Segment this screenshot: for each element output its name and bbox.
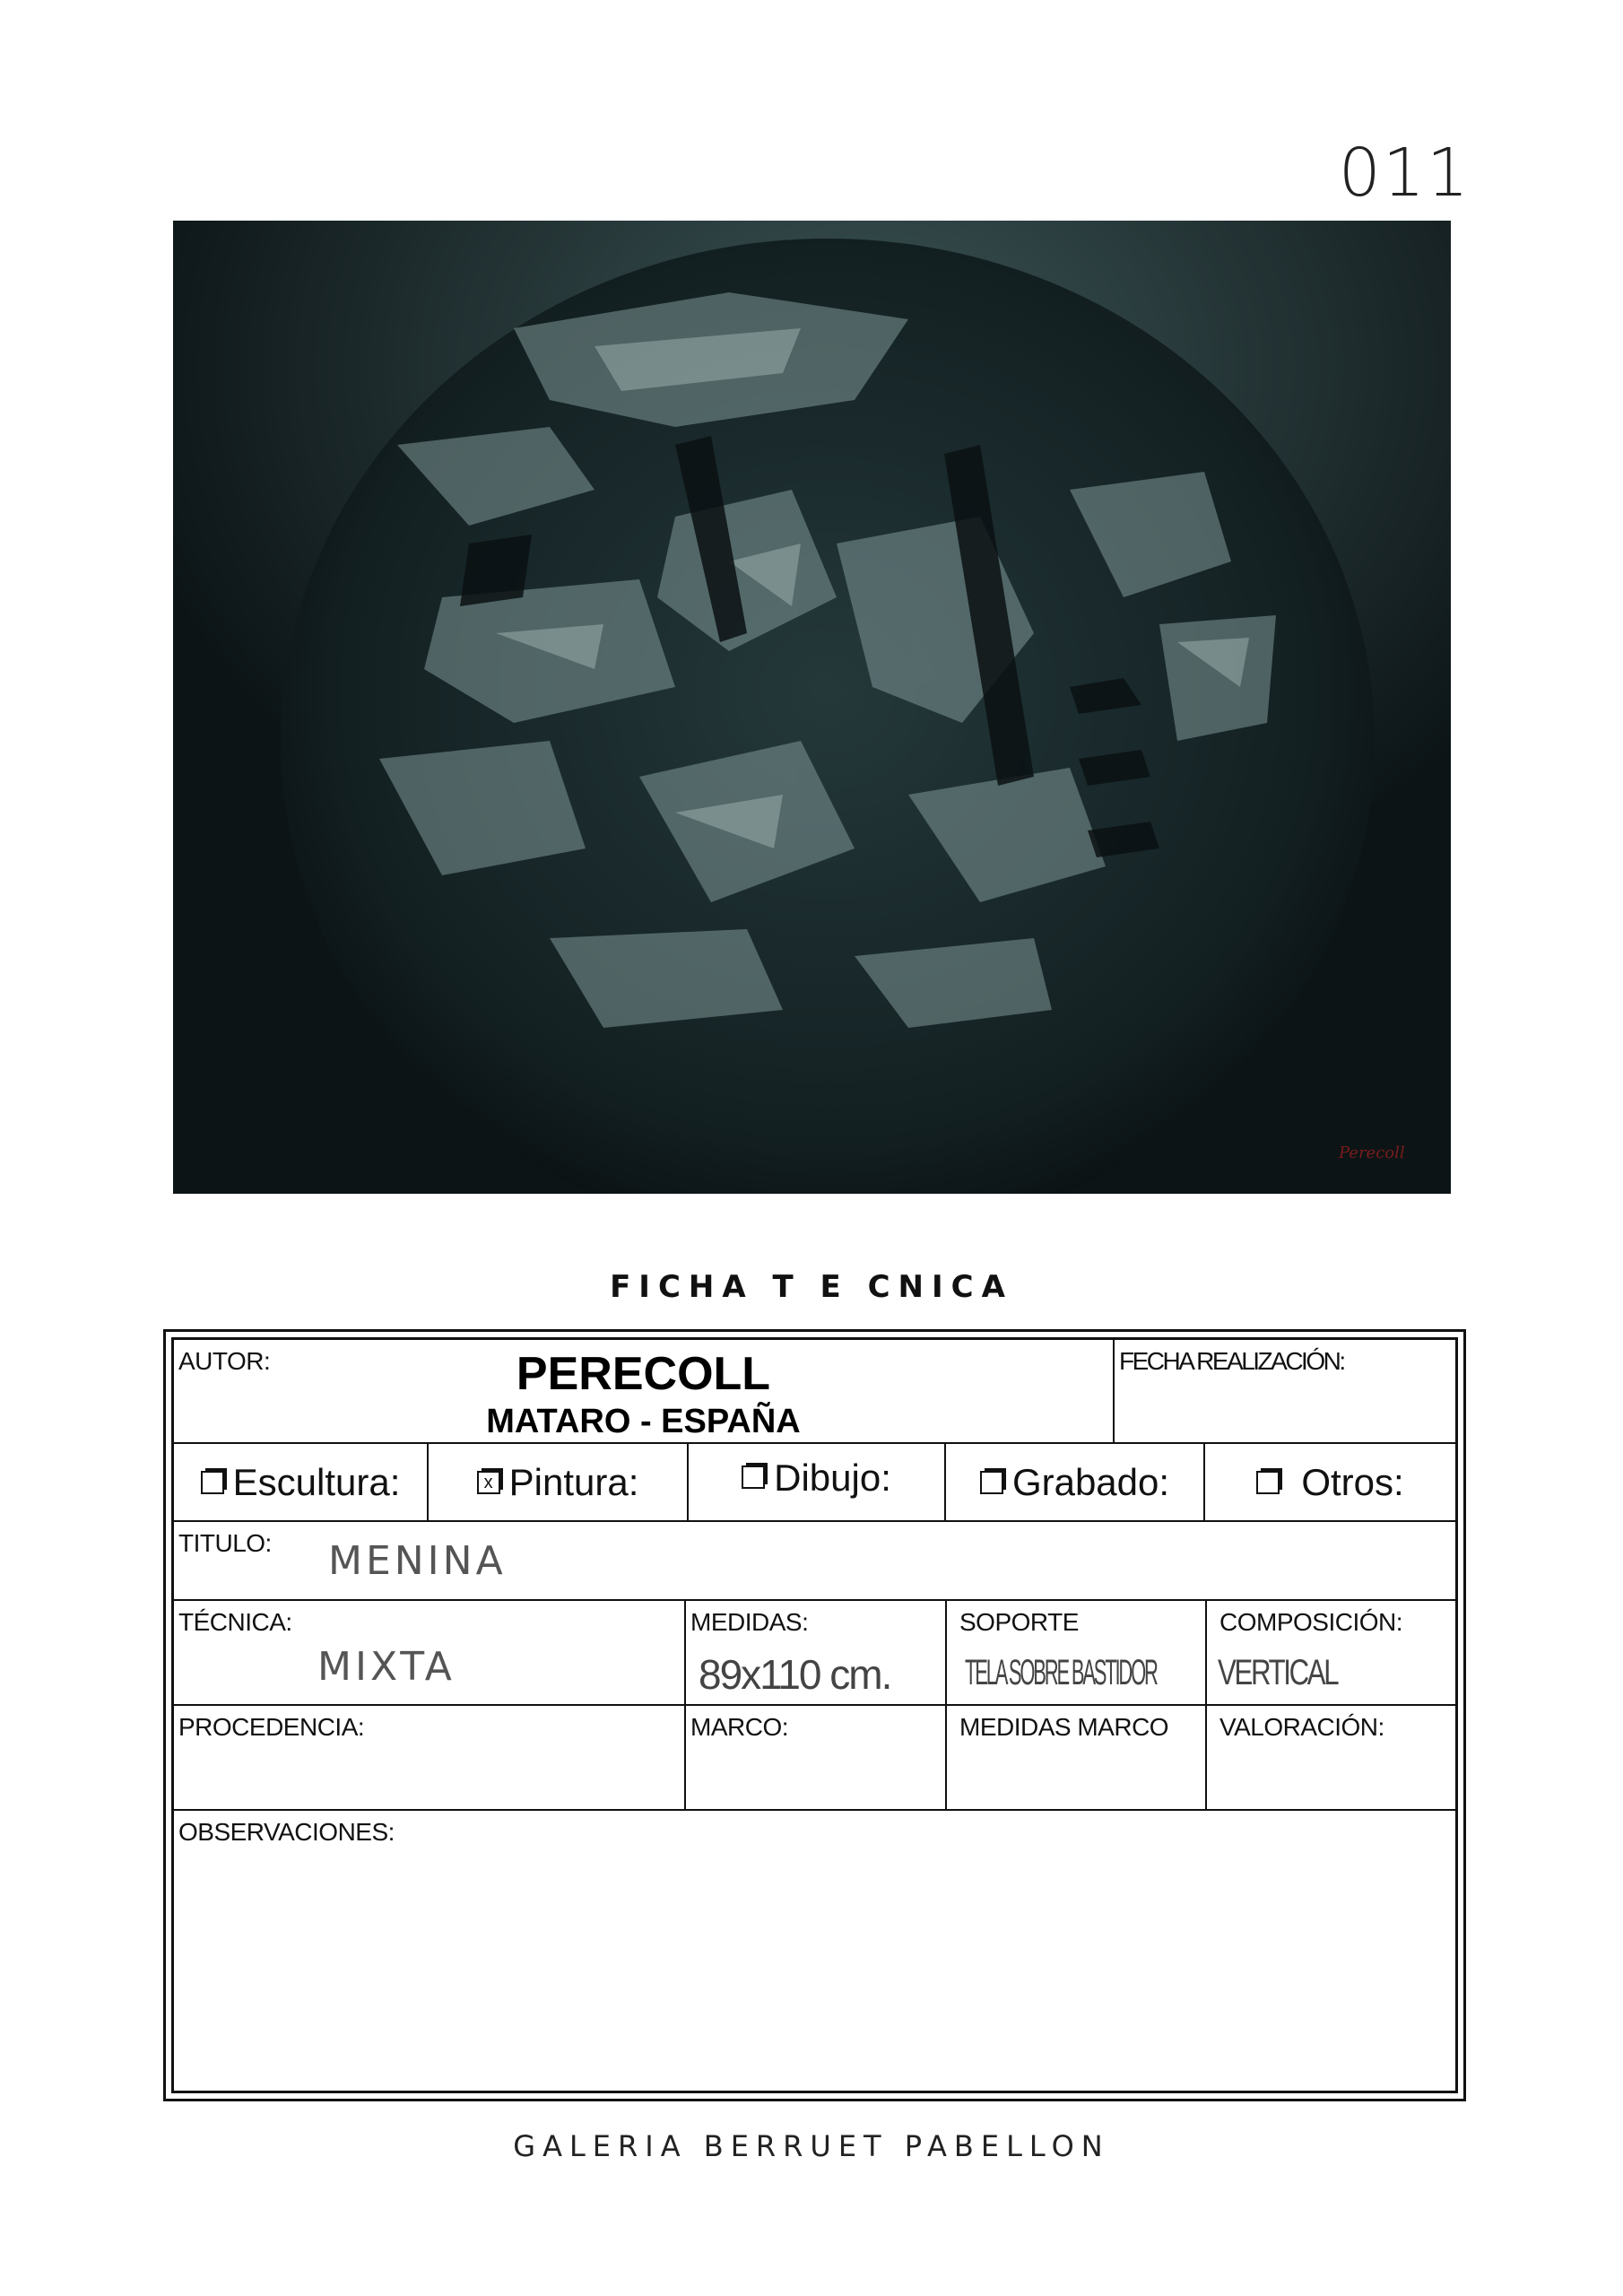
author-origin: MATARO - ESPAÑA: [486, 1403, 801, 1440]
measures-label: MEDIDAS:: [690, 1608, 809, 1636]
sculpture-label: Escultura:: [232, 1460, 401, 1503]
composition-cell: [1207, 1601, 1455, 1704]
painting-checkbox[interactable]: x: [477, 1471, 500, 1494]
observations-label: OBSERVACIONES:: [178, 1818, 395, 1846]
measures-cell: [686, 1601, 947, 1704]
engraving-label: Grabado:: [1011, 1460, 1170, 1503]
support-cell: [947, 1601, 1207, 1704]
provenance-label: PROCEDENCIA:: [178, 1713, 365, 1741]
sheet-title: FICHA T E CNICA: [610, 1269, 1013, 1305]
technical-sheet-form: [171, 1337, 1458, 2093]
author-name: PERECOLL: [516, 1348, 771, 1400]
date-cell: [1115, 1340, 1455, 1442]
valuation-label: VALORACIÓN:: [1219, 1713, 1384, 1741]
signature-mark: Perecoll: [1339, 1144, 1405, 1162]
composition-value: VERTICAL: [1218, 1653, 1338, 1692]
title-label: TITULO:: [178, 1529, 272, 1557]
frame-label: MARCO:: [690, 1713, 788, 1741]
type-painting[interactable]: [429, 1444, 689, 1520]
measures-value: 89x110 cm.: [699, 1651, 891, 1698]
other-label: Otros:: [1301, 1460, 1404, 1503]
date-label: FECHA REALIZACIÓN:: [1119, 1347, 1344, 1375]
frame-measures-cell: [947, 1706, 1207, 1809]
type-other[interactable]: [1205, 1444, 1455, 1520]
gallery-footer: GALERIA BERRUET PABELLON: [513, 2129, 1110, 2163]
frame-cell: [686, 1706, 947, 1809]
frame-measures-label: MEDIDAS MARCO: [959, 1713, 1169, 1741]
valuation-cell: [1207, 1706, 1455, 1809]
drawing-checkbox[interactable]: [742, 1465, 765, 1489]
technique-row: [174, 1601, 1455, 1706]
painting-label: Pintura:: [508, 1460, 639, 1503]
author-row: [174, 1340, 1455, 1444]
title-value: MENINA: [328, 1538, 507, 1584]
support-label: SOPORTE: [959, 1608, 1079, 1636]
engraving-checkbox[interactable]: [980, 1471, 1003, 1494]
title-row: [174, 1522, 1455, 1601]
technique-label: TÉCNICA:: [178, 1608, 292, 1636]
author-label: AUTOR:: [178, 1347, 271, 1375]
painting-canvas: [173, 221, 1451, 1194]
support-value: TELA SOBRE BASTIDOR: [965, 1653, 1157, 1692]
technique-value: MIXTA: [317, 1644, 456, 1690]
author-cell: [174, 1340, 1115, 1442]
type-sculpture[interactable]: [174, 1444, 429, 1520]
provenance-cell: [174, 1706, 686, 1809]
artwork-image: [173, 221, 1451, 1194]
observations-row: [174, 1811, 1455, 2091]
technique-cell: [174, 1601, 686, 1704]
page-number: 011: [1338, 135, 1471, 212]
work-type-row: [174, 1444, 1455, 1522]
drawing-label: Dibujo:: [774, 1457, 891, 1499]
type-drawing[interactable]: [689, 1444, 946, 1520]
sculpture-checkbox[interactable]: [201, 1471, 224, 1494]
other-checkbox[interactable]: [1256, 1471, 1280, 1494]
type-engraving[interactable]: [946, 1444, 1205, 1520]
provenance-row: [174, 1706, 1455, 1811]
composition-label: COMPOSICIÓN:: [1219, 1608, 1403, 1636]
